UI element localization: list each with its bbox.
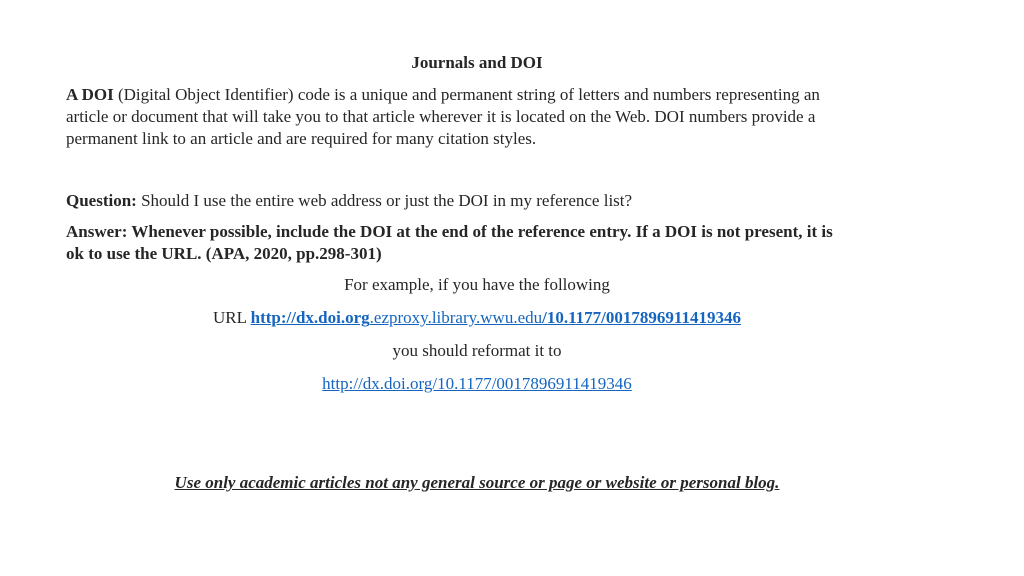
footer-note: Use only academic articles not any general source or page or website or personal blog. (174, 473, 780, 492)
url-label: URL (213, 308, 251, 327)
answer-text: Whenever possible, include the DOI at the end of the reference entry. If a DOI is not present, it is ok to use the URL. (APA, 2020, pp.298-301) (66, 222, 833, 263)
reformat-instruction: you should reformat it to (392, 341, 562, 360)
question-label: Question: (66, 191, 137, 210)
question-text: Should I use the entire web address or just the DOI in my reference list? (136, 191, 633, 210)
answer-label: Answer: (66, 222, 128, 241)
url-link-domain[interactable]: http://dx.doi.org (250, 308, 370, 327)
url-link-proxy[interactable]: .ezproxy.library.wwu.edu (369, 308, 543, 327)
url-link-doi-path[interactable]: /10.1177/0017896911419346 (542, 308, 741, 327)
question-paragraph (66, 190, 846, 212)
doi-lead: A DOI (66, 85, 114, 104)
example-url-line (0, 307, 954, 329)
reformatted-doi-link[interactable]: http://dx.doi.org/10.1177/0017896911419346 (322, 374, 632, 393)
reformatted-link-line (0, 373, 954, 395)
example-intro: For example, if you have the following (344, 275, 610, 294)
doi-definition-text: (Digital Object Identifier) code is a unique and permanent string of letters and numbers representing an article or document that will take you to that article wherever it is located on the Web. DOI numbers provide a permanent link to an article and are required for many citation styles. (66, 85, 820, 148)
answer-paragraph (66, 221, 846, 265)
doi-definition-paragraph (66, 84, 846, 150)
page-title: Journals and DOI (411, 53, 543, 72)
